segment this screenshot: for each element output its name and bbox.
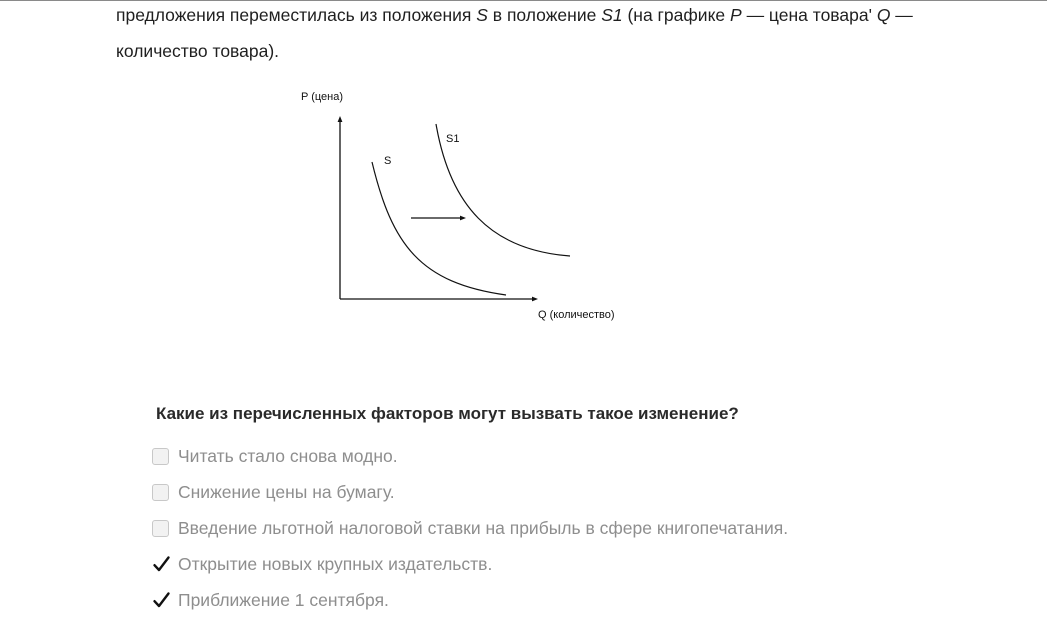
- option-item[interactable]: [152, 546, 788, 582]
- y-axis-label: P (цена): [301, 91, 344, 103]
- statement-var-s: S: [476, 5, 488, 25]
- statement-text: — цена товара': [741, 5, 877, 25]
- question-text: Какие из перечисленных факторов могут вызвать такое изменение?: [156, 404, 739, 423]
- option-label: Введение льготной налоговой ставки на прибыль в сфере книгопечатания.: [178, 517, 789, 538]
- option-label: Открытие новых крупных издательств.: [178, 553, 493, 574]
- x-axis-arrowhead: [532, 297, 538, 302]
- option-item[interactable]: [152, 510, 788, 546]
- answer-options: [152, 438, 788, 618]
- checkbox-checked[interactable]: [152, 592, 169, 609]
- checkbox-unchecked[interactable]: [152, 448, 169, 465]
- supply-curve-s: [372, 162, 506, 295]
- checkbox-unchecked[interactable]: [152, 520, 169, 537]
- curve-s1-label: S1: [446, 133, 460, 145]
- statement-var-q: Q: [876, 5, 891, 25]
- option-item[interactable]: [152, 582, 788, 618]
- statement-text: —: [890, 5, 913, 25]
- option-label: Приближение 1 сентября.: [178, 589, 389, 610]
- shift-arrowhead: [460, 216, 466, 221]
- statement-text: в положение: [487, 5, 602, 25]
- statement-var-p: P: [730, 5, 742, 25]
- problem-statement-line-1: [116, 0, 956, 33]
- statement-text: (на графике: [622, 5, 731, 25]
- y-axis-arrowhead: [338, 116, 343, 122]
- curve-s-label: S: [384, 155, 392, 167]
- checkbox-unchecked[interactable]: [152, 484, 169, 501]
- option-item[interactable]: [152, 438, 788, 474]
- option-item[interactable]: [152, 474, 788, 510]
- checkmark-icon: [152, 555, 171, 574]
- option-label: Снижение цены на бумагу.: [178, 481, 395, 502]
- x-axis-label: Q (количество): [538, 309, 615, 321]
- checkbox-checked[interactable]: [152, 556, 169, 573]
- statement-text: предложения переместилась из положения: [116, 5, 477, 25]
- problem-statement: [116, 0, 956, 69]
- option-label: Читать стало снова модно.: [178, 445, 398, 466]
- checkmark-icon: [152, 591, 171, 610]
- supply-curve-s1: [436, 124, 570, 256]
- statement-var-s1: S1: [601, 5, 623, 25]
- problem-statement-line-2: количество товара).: [116, 41, 280, 61]
